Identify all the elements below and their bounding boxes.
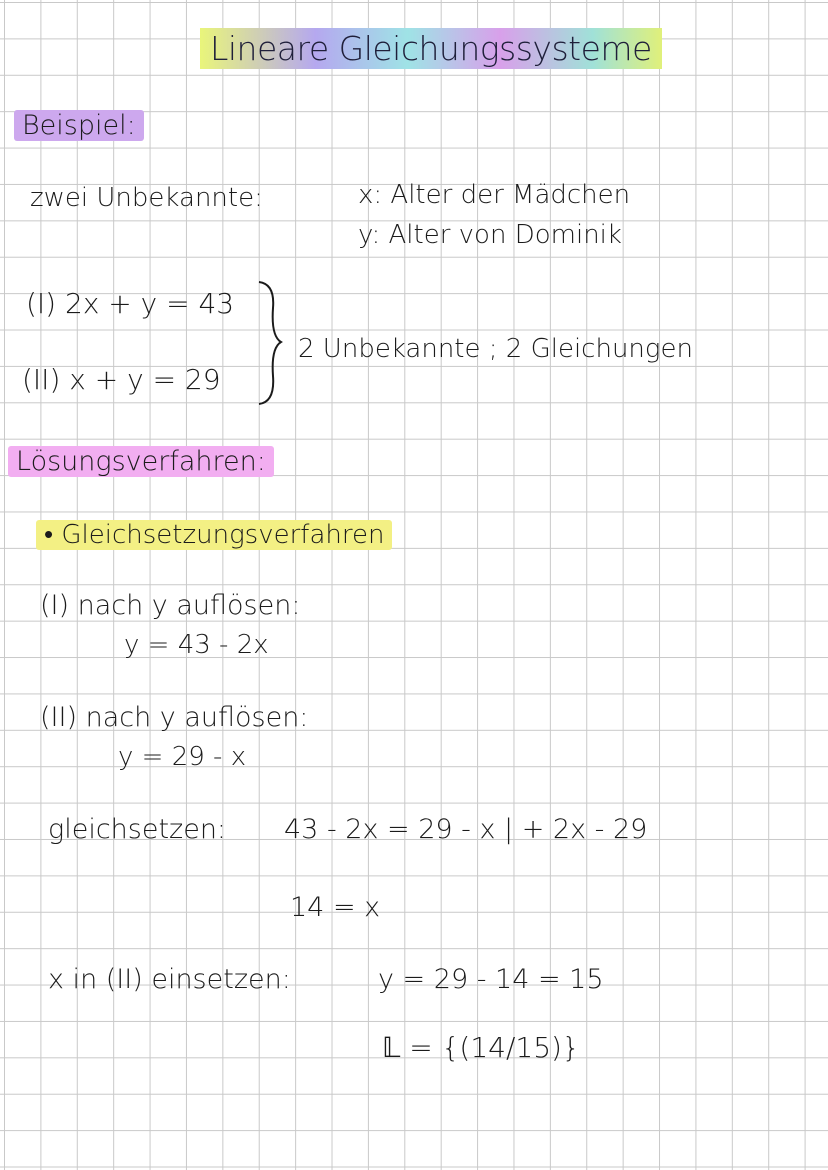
equation-2: (II) x + y = 29 bbox=[22, 363, 221, 396]
example-heading: Beispiel: bbox=[14, 110, 144, 141]
system-note: 2 Unbekannte ; 2 Gleichungen bbox=[298, 334, 693, 364]
substitute-formula: y = 29 - 14 = 15 bbox=[378, 964, 604, 995]
equation-1: (I) 2x + y = 43 bbox=[26, 287, 235, 320]
equate-formula: 43 - 2x = 29 - x | + 2x - 29 bbox=[284, 814, 648, 845]
method-name: • Gleichsetzungsverfahren bbox=[36, 520, 392, 550]
substitute-label: x in (II) einsetzen: bbox=[48, 964, 291, 995]
step1-text: (I) nach y auflösen: bbox=[40, 590, 301, 621]
solution-set: 𝕃 = {(14/15)} bbox=[382, 1031, 580, 1064]
methods-heading: Lösungsverfahren: bbox=[8, 446, 274, 477]
equate-result: 14 = x bbox=[290, 892, 381, 923]
step2-text: (II) nach y auflösen: bbox=[40, 702, 309, 733]
step2-formula: y = 29 - x bbox=[118, 742, 247, 772]
curly-brace-icon bbox=[255, 278, 285, 408]
equate-label: gleichsetzen: bbox=[48, 814, 227, 845]
step1-formula: y = 43 - 2x bbox=[124, 630, 269, 660]
unknown-x-definition: x: Alter der Mädchen bbox=[358, 180, 631, 210]
page-title: Lineare Gleichungssysteme bbox=[200, 28, 662, 69]
unknown-y-definition: y: Alter von Dominik bbox=[358, 220, 622, 250]
unknowns-label: zwei Unbekannte: bbox=[30, 183, 263, 213]
